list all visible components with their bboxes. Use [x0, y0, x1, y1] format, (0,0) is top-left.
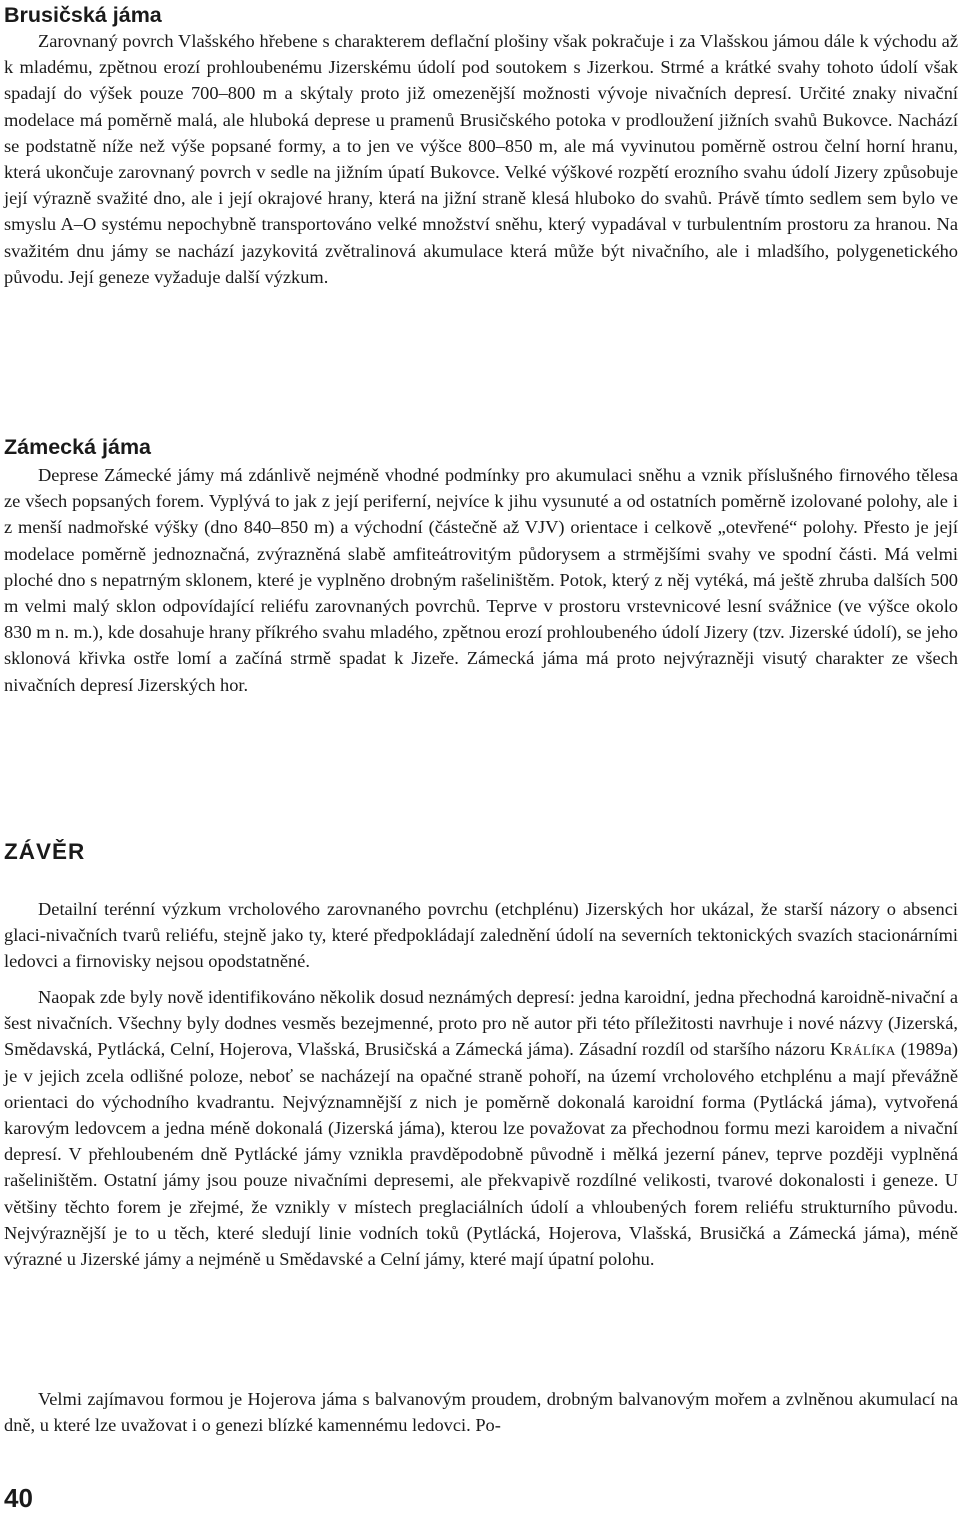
paragraph-brusicska: Zarovnaný povrch Vlašského hřebene s charakterem deflační plošiny však pokračuje i za Vlašskou jámou dále k východu až k mladému, zpětnou erozí prohloubenému Jizerskému údolí pod soutokem s Jizerkou. Strmé a krátké svahy tohoto údolí však spadají do výšek pouze 700–800 m a skýtaly proto již omezenější možnosti vývoje nivačních depresí. Určité znaky nivační modelace má poměrně malá, ale hluboká deprese u pramenů Brusičského potoka v prodloužení jižních svahů Bukovce. Nachází se podstatně níže než výše popsané formy, a to jen ve výšce 800–850 m, ale má vyvinutou poměrně ostrou čelní horní hranu, která ukončuje zarovnaný povrch v sedle na jižním úpatí Bukovce. Velké výškové rozpětí erozního svahu údolí Jizery způsobuje její výrazně svažité dno, ale i její okrajové hrany, která na jižní straně klesá hluboko do svahů. Právě tímto sedlem sem bylo ve smyslu A–O systému nepochybně transportováno velké množství sněhu, který vypadával v turbulentním prostoru za hranou. Na svažitém dnu jámy se nachází jazykovitá zvětralinová akumulace která může být nivačního, ale i mladšího, polygenetického původu. Její geneze vyžaduje další výzkum.: [4, 31, 958, 287]
paragraph-text: (1989a) je v jejich zcela odlišné poloze, neboť se nacházejí na opačné straně pohoří, na území vrcholového etchplénu a mají převážně orientaci do východního kvadrantu. Nejvýznamnější z nich je poměrně dokonalá karoidní forma (Pytlácká jáma), vytvořená karovým ledovcem a jedna méně dokonalá (Jizerská jáma), kterou lze považovat za přechodnou formu mezi karoidem a nivační depresí. V přehloubeném dně Pytlácké jámy vznikla pravděpodobně původně i mělká jezerní pánev, teprve později vyplněná rašeliništěm. Ostatní jámy jsou pouze nivačními depresemi, ale překvapivě rozdílné velikosti, tvarové dokonalosti i geneze. U většiny těchto forem je zřejmé, že vznikly v místech preglaciálních údolí a vhloubených forem reliéfu strukturního původu. Nejvýraznější je to u těch, které sledují linie vodních toků (Pytlácká, Hojerova, Vlašská, Brusičká a Zámecká jáma), méně výrazné u Jizerské jámy a nejméně u Smědavské a Celní jámy, které mají úpatní polohu.: [4, 1039, 958, 1270]
paragraph-text: Naopak zde byly nově identifikováno několik dosud neznámých depresí: jedna karoidní, jedna přechodná karoidně-nivační a šest nivačních. Všechny byly dodnes vesměs bezejmenné, proto pro ně autor při této příležitosti navrhuje i nové názvy (Jizerská, Smědavská, Pytlácká, Celní, Hojerova, Vlašská, Brusičská a Zámecká jáma). Zásadní rozdíl od staršího názoru: [4, 987, 958, 1060]
section-heading-brusicska: Brusičská jáma: [4, 3, 162, 27]
paragraph-zaver-3: Velmi zajímavou formou je Hojerova jáma s balvanovým proudem, drobným balvanovým mořem a zvlněnou akumulací na dně, u které lze uvažovat i o genezi blízké kamennému ledovci. Po-: [4, 1389, 958, 1436]
section-heading-zaver: ZÁVĚR: [4, 839, 86, 864]
paragraph-zaver-2: [4, 984, 958, 1272]
paragraph-zaver-1: Detailní terénní výzkum vrcholového zarovnaného povrchu (etchplénu) Jizerských hor ukázal, že starší názory o absenci glaci-nivačních tvarů reliéfu, stejně jako ty, které předpokládají zalednění údolí na severních tektonických svazích stacionárními ledovci a firnovisky nejsou opodstatněné.: [4, 899, 958, 972]
paragraph-zamecka: Deprese Zámecké jámy má zdánlivě nejméně vhodné podmínky pro akumulaci sněhu a vznik příslušného firnového tělesa ze všech popsaných forem. Vyplývá to jak z její periferní, nejvíce k jihu vysunuté a od ostatních poměrně izolované polohy, ale i z menší nadmořské výšky (dno 840–850 m) a východní (částečně až VJV) orientace i celkově „otevřené“ polohy. Přesto je její modelace poměrně jednoznačná, zvýrazněná slabě amfiteátrovitým půdorysem a strmějšími svahy ve spodní části. Má velmi ploché dno s nepatrným sklonem, které je vyplněno drobným rašeliništěm. Potok, který z něj vytéká, má ještě zhruba dalších 500 m velmi malý sklon odpovídající reliéfu zarovnaných povrchů. Teprve v prostoru vrstevnicové lesní svážnice (ve výšce okolo 830 m n. m.), kde dosahuje hrany příkrého svahu mladého, zpětnou erozí prohloubeného údolí Jizery (tzv. Jizerské údolí), se jeho sklonová křivka ostře lomí a začíná strmě spadat k Jizeře. Zámecká jáma má proto nejvýrazněji visutý charakter ze všech nivačních depresí Jizerských hor.: [4, 465, 958, 695]
section-heading-zamecka: Zámecká jáma: [4, 435, 152, 459]
page-number: 40: [4, 1483, 33, 1513]
author-name: Králíka: [830, 1039, 896, 1060]
